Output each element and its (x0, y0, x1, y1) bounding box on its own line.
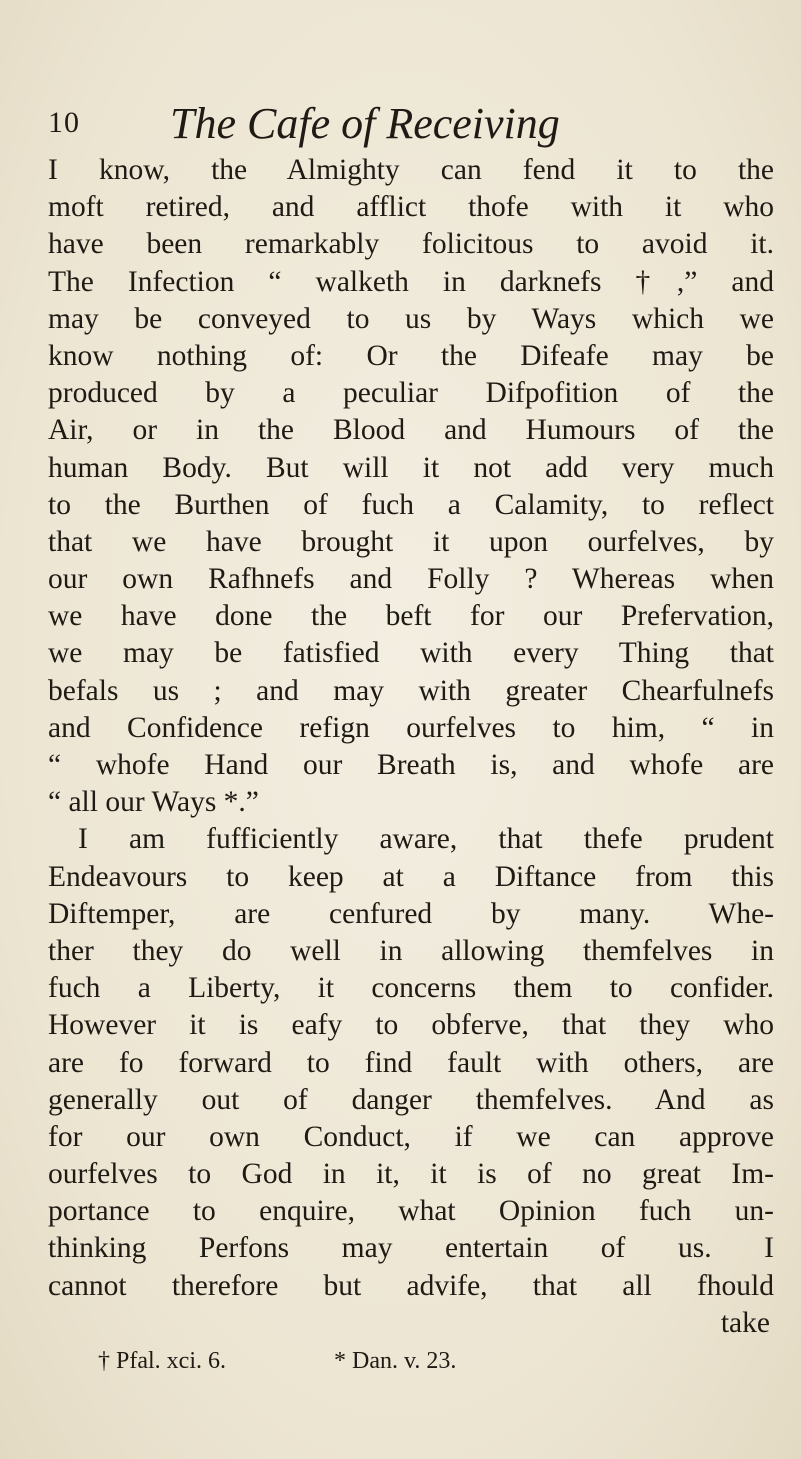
text-line: generally out of danger themfelves. And as (48, 1083, 774, 1116)
footnotes (98, 1343, 658, 1379)
text-line: moft retired, and afflict thofe with it who (48, 191, 774, 224)
text-line: are fo forward to find fault with others, are (48, 1046, 774, 1079)
text-line: we have done the beft for our Prefervation, (48, 600, 774, 633)
text-line: for our own Conduct, if we can approve (48, 1120, 774, 1153)
text-line: I know, the Almighty can fend it to the (48, 154, 774, 186)
text-line: to the Burthen of fuch a Calamity, to reflect (48, 488, 774, 521)
text-line: I am fufficiently aware, that thefe prudent (78, 823, 774, 856)
body-text (48, 152, 774, 1342)
text-line: befals us ; and may with greater Chearfulnefs (48, 674, 774, 707)
footnote-psalm: † Pfal. xci. 6. (98, 1348, 226, 1374)
text-line: ther they do well in allowing themfelves in (48, 934, 774, 967)
text-line: “ all our Ways *.” (48, 786, 259, 819)
footnote-daniel: * Dan. v. 23. (334, 1348, 457, 1374)
text-line: know nothing of: Or the Difeafe may be (48, 339, 774, 372)
text-line: produced by a peculiar Difpofition of the (48, 377, 774, 410)
text-line: fuch a Liberty, it concerns them to confider. (48, 972, 774, 1005)
text-line: The Infection “ walketh in darknefs †,” and (48, 265, 774, 298)
text-line: our own Rafhnefs and Folly ? Whereas when (48, 563, 774, 596)
page-header (48, 98, 768, 148)
text-line: cannot therefore but advife, that all fhould (48, 1269, 774, 1302)
page-number: 10 (48, 106, 80, 139)
text-line: Diftemper, are cenfured by many. Whe- (48, 897, 774, 930)
text-line: have been remarkably folicitous to avoid it. (48, 228, 774, 261)
text-line: ourfelves to God in it, it is of no great Im- (48, 1158, 774, 1191)
text-line: thinking Perfons may entertain of us. I (48, 1232, 774, 1265)
text-line: and Confidence refign ourfelves to him, “ in (48, 711, 774, 744)
text-line: Endeavours to keep at a Diftance from this (48, 860, 774, 893)
text-line: human Body. But will it not add very much (48, 451, 774, 484)
text-line: However it is eafy to obferve, that they who (48, 1009, 774, 1042)
text-line: may be conveyed to us by Ways which we (48, 302, 774, 335)
running-title: The Cafe of Receiving (170, 99, 560, 148)
text-line: take (720, 1306, 770, 1339)
text-line: that we have brought it upon ourfelves, by (48, 525, 774, 558)
text-line: “ whofe Hand our Breath is, and whofe are (48, 749, 774, 781)
text-line: we may be fatisfied with every Thing that (48, 637, 774, 670)
text-line: portance to enquire, what Opinion fuch un- (48, 1195, 774, 1228)
text-line: Air, or in the Blood and Humours of the (48, 414, 774, 447)
